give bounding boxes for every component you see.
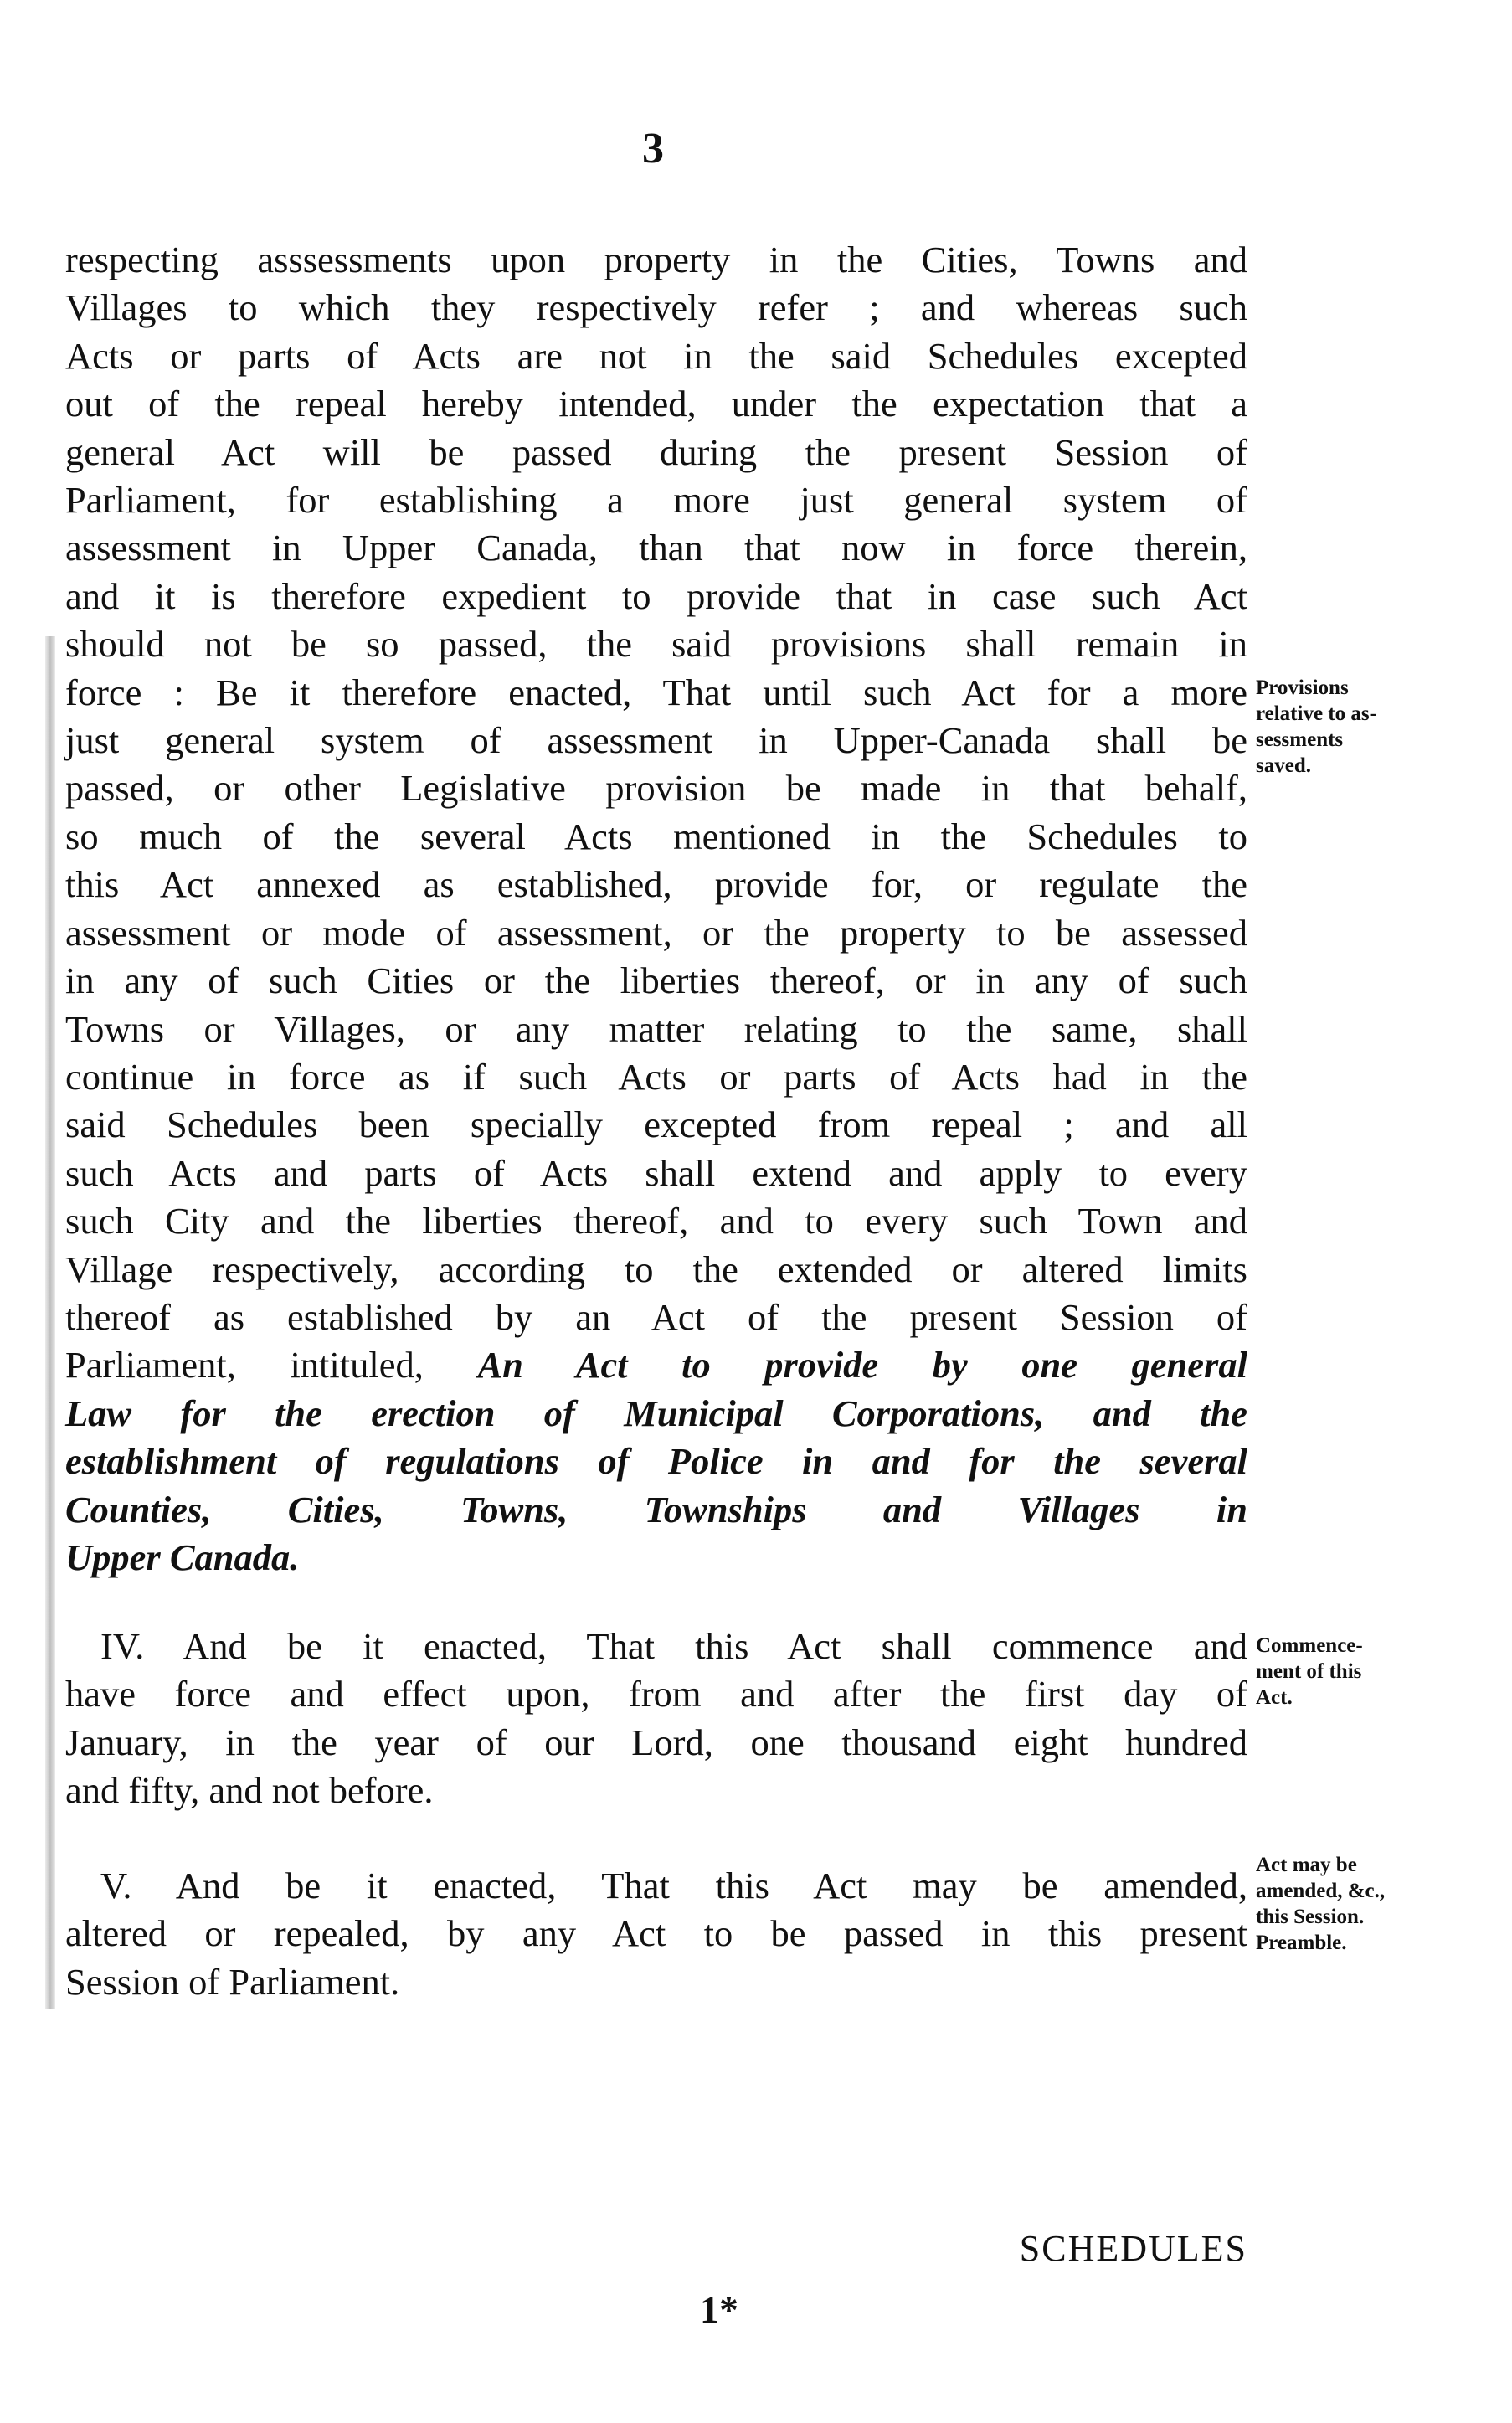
note-line: sessments — [1256, 728, 1344, 751]
text-line: this Act annexed as established, provide for, or regulate the — [65, 863, 1247, 906]
section-v — [65, 1862, 1247, 2006]
marginal-note-amendment — [1256, 1852, 1473, 1956]
marginal-note-commencement — [1256, 1633, 1473, 1711]
note-line: Preamble. — [1256, 1932, 1347, 1954]
text-line: so much of the several Acts mentioned in the Schedules to — [65, 815, 1247, 857]
text-line: just general system of assessment in Upper-Canada shall be — [65, 719, 1247, 762]
text-line: continue in force as if such Acts or parts of Acts had in the — [65, 1055, 1247, 1098]
text-line: such Acts and parts of Acts shall extend and apply to every — [65, 1151, 1247, 1194]
act-title-line — [65, 1534, 1247, 1582]
text-line: said Schedules been specially excepted from repeal ; and all — [65, 1103, 1247, 1146]
note-line: Act. — [1256, 1686, 1293, 1709]
note-line: ment of this — [1256, 1660, 1362, 1683]
text-line: Towns or Villages, or any matter relating to the same, shall — [65, 1007, 1247, 1050]
act-title-italic: Law for the erection of Municipal Corporations, and the — [65, 1392, 1247, 1434]
note-line: saved. — [1256, 754, 1311, 777]
text-line: IV. And be it enacted, That this Act shall commence and — [100, 1625, 1247, 1667]
text-line: thereof as established by an Act of the present Session of — [65, 1295, 1247, 1338]
marginal-note-provisions — [1256, 675, 1473, 779]
note-line: amended, &c., — [1256, 1880, 1386, 1902]
text-line: such City and the liberties thereof, and to every such Town and — [65, 1200, 1247, 1242]
text-line: Villages to which they respectively refer ; and whereas such — [65, 286, 1247, 329]
catchword: SCHEDULES — [1019, 2228, 1247, 2269]
text-line: Village respectively, according to the extended or altered limits — [65, 1248, 1247, 1290]
paragraph-preamble-continuation — [65, 236, 1247, 1582]
text-fragment: Parliament, intituled, — [65, 1344, 478, 1386]
signature-mark: 1* — [700, 2288, 738, 2331]
note-line: relative to as- — [1256, 702, 1376, 725]
act-title-italic: Counties, Cities, Towns, Townships and Villages in — [65, 1488, 1247, 1530]
page-number: 3 — [642, 125, 664, 172]
text-line: Parliament, for establishing a more just general system of — [65, 479, 1247, 522]
text-line: assessment or mode of assessment, or the property to be assessed — [65, 911, 1247, 954]
text-line: V. And be it enacted, That this Act may be amended, — [100, 1865, 1247, 1906]
text-line: assessment in Upper Canada, than that now in force therein, — [65, 527, 1247, 569]
act-title-italic: Upper Canada. — [65, 1536, 300, 1578]
act-title-line — [65, 1438, 1247, 1485]
note-line: Provisions — [1256, 676, 1349, 699]
text-line: and fifty, and not before. — [65, 1769, 434, 1812]
text-line: should not be so passed, the said provisions shall remain in — [65, 623, 1247, 666]
act-title-line — [65, 1486, 1247, 1534]
act-title-italic: establishment of regulations of Police in and for the several — [65, 1440, 1247, 1483]
text-line: respecting asssessments upon property in the Cities, Towns and — [65, 239, 1247, 280]
text-line: general Act will be passed during the present Session of — [65, 430, 1247, 473]
gutter-shadow — [45, 636, 55, 2009]
section-iv — [65, 1623, 1247, 1815]
text-line: force : Be it therefore enacted, That until such Act for a more — [65, 671, 1247, 713]
text-line: Acts or parts of Acts are not in the said Schedules excepted — [65, 334, 1247, 377]
note-line: this Session. — [1256, 1906, 1365, 1928]
text-line: Session of Parliament. — [65, 1960, 400, 2003]
text-line: altered or repealed, by any Act to be passed in this present — [65, 1912, 1247, 1955]
text-line: in any of such Cities or the liberties thereof, or in any of such — [65, 959, 1247, 1002]
text-line: out of the repeal hereby intended, under the expectation that a — [65, 383, 1247, 425]
act-title-line — [65, 1390, 1247, 1438]
text-line: January, in the year of our Lord, one thousand eight hundred — [65, 1721, 1247, 1763]
act-title-italic: An Act to provide by one general — [477, 1344, 1247, 1386]
note-line: Commence- — [1256, 1634, 1363, 1657]
text-line: and it is therefore expedient to provide that in case such Act — [65, 574, 1247, 617]
note-line: Act may be — [1256, 1854, 1357, 1876]
text-line-with-act-title — [65, 1341, 1247, 1389]
text-line: have force and effect upon, from and after the first day of — [65, 1673, 1247, 1716]
text-line: passed, or other Legislative provision be made in that behalf, — [65, 767, 1247, 810]
